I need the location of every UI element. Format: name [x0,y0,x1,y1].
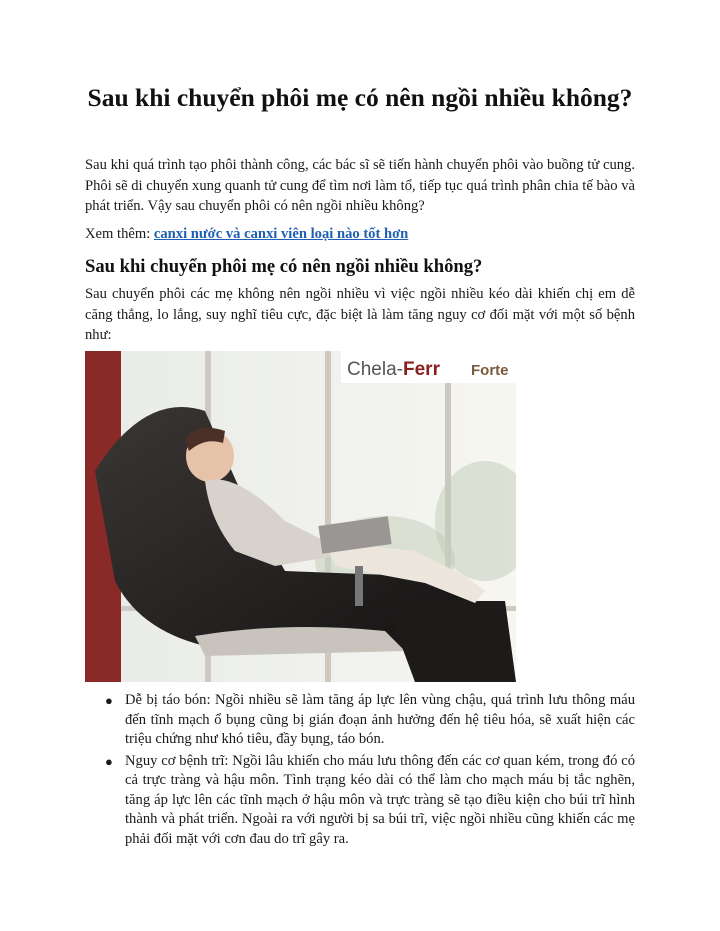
list-item-text: Nguy cơ bệnh trĩ: Ngồi lâu khiến cho máu lưu thông đến các cơ quan kém, trong đó có cả trực tràng và hậu môn. Tình trạng kéo dài có thể làm cho mạch máu bị tắc nghẽn, tăng áp lực lên các tĩnh mạch ở hậu môn và trực tràng sẽ tạo điều kiện cho búi trĩ hình thành và phát triển. Ngoài ra với người bị sa búi trĩ, việc ngồi nhiều cũng khiến các mẹ phải đối mặt với cơn đau do trĩ gây ra. [125,752,635,847]
section-heading: Sau khi chuyển phôi mẹ có nên ngồi nhiều không? [85,256,483,277]
risk-list [85,691,635,851]
list-item [85,752,635,850]
massage-chair-photo [85,351,516,682]
logo-text-forte: Forte [471,362,509,379]
logo-text-chela: Chela- [347,359,403,380]
list-item-text: Dễ bị táo bón: Ngồi nhiều sẽ làm tăng áp lực lên vùng chậu, quá trình lưu thông máu đến tĩnh mạch ổ bụng cũng bị gián đoạn ảnh hưởng đến hệ tiêu hóa, sẽ xuất hiện các triệu chứng như khó tiêu, đầy bụng, táo bón. [125,692,635,747]
logo-text-ferr: Ferr [403,359,440,380]
see-also-link[interactable]: canxi nước và canxi viên loại nào tốt hơn [153,226,409,242]
bullet-icon: ● [105,753,113,769]
page-title: Sau khi chuyển phôi mẹ có nên ngồi nhiều không? [87,83,633,112]
list-item [85,691,635,750]
section-paragraph: Sau chuyển phôi các mẹ không nên ngồi nhiều vì việc ngồi nhiều kéo dài khiến chị em dễ căng thẳng, lo lắng, suy nghĩ tiêu cực, đặc biệt là làm tăng nguy cơ đối mặt với một số bệnh như: [85,286,635,343]
intro-paragraph: Sau khi quá trình tạo phôi thành công, các bác sĩ sẽ tiến hành chuyển phôi vào buồng tử cung. Phôi sẽ di chuyển xung quanh tử cung để tìm nơi làm tổ, tiếp tục quá trình phân chia tế bào và phát triển. Vậy sau chuyển phôi có nên ngồi nhiều không? [85,157,635,214]
see-also-line [85,224,635,245]
bullet-icon: ● [105,693,113,708]
see-also-prefix: Xem thêm: [85,226,154,242]
